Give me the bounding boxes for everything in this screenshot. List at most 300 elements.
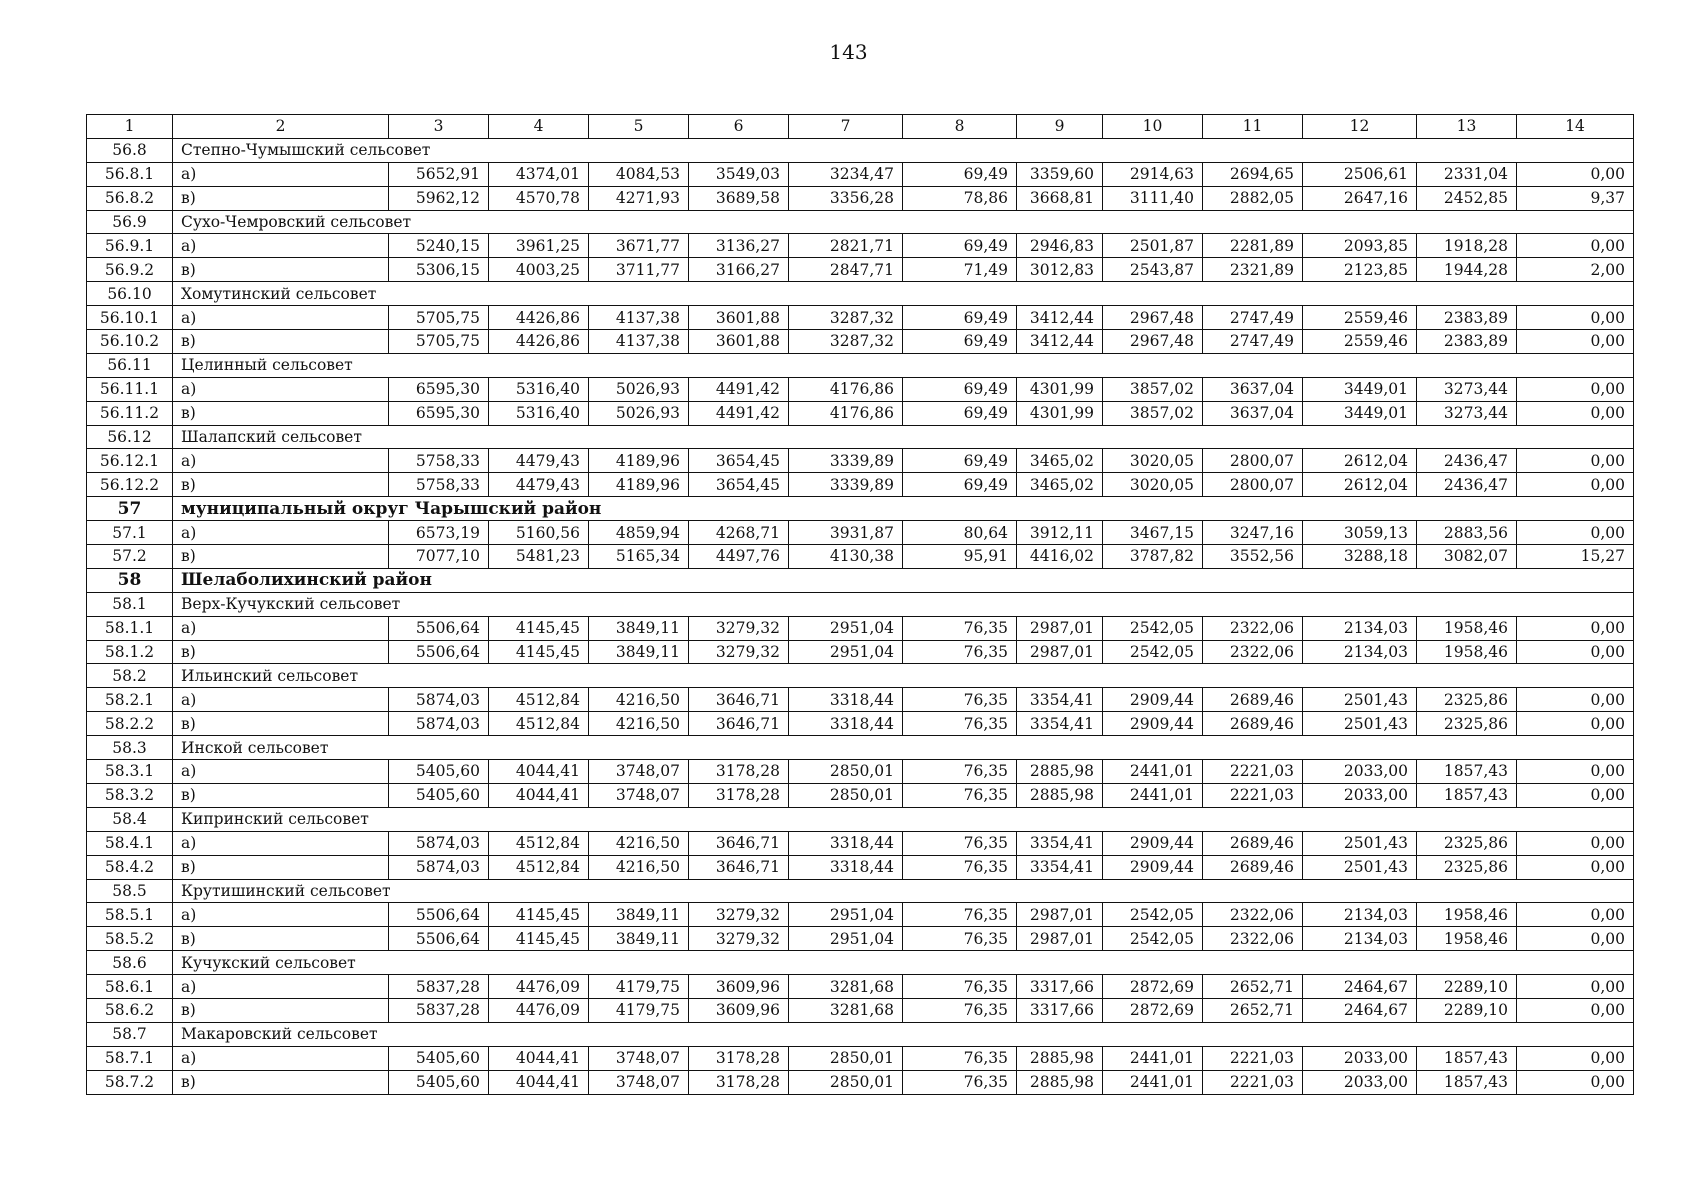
table-row [87,688,1634,712]
value-cell: 2689,46 [1203,712,1303,736]
value-cell: 5165,34 [589,545,689,569]
row-number-cell: 56.11.2 [87,401,173,425]
value-cell: 2850,01 [789,1070,903,1094]
value-cell: 1857,43 [1417,1070,1517,1094]
value-cell: 78,86 [903,186,1017,210]
value-cell: 2872,69 [1103,998,1203,1022]
value-cell: 3178,28 [689,1046,789,1070]
value-cell: 2441,01 [1103,760,1203,784]
table-row [87,473,1634,497]
row-number-cell: 56.10.1 [87,306,173,330]
value-cell: 1958,46 [1417,616,1517,640]
value-cell: 5506,64 [389,927,489,951]
header-cell: 4 [489,115,589,139]
value-cell: 2289,10 [1417,998,1517,1022]
value-cell: 3318,44 [789,831,903,855]
header-cell: 9 [1017,115,1103,139]
value-cell: 2559,46 [1303,306,1417,330]
value-cell: 2909,44 [1103,855,1203,879]
value-cell: 4479,43 [489,449,589,473]
value-cell: 4189,96 [589,473,689,497]
header-cell: 1 [87,115,173,139]
value-cell: 5837,28 [389,998,489,1022]
value-cell: 2221,03 [1203,1070,1303,1094]
value-cell: 2885,98 [1017,1070,1103,1094]
value-cell: 80,64 [903,521,1017,545]
settlement-name: Верх-Кучукский сельсовет [173,592,1634,616]
value-cell: 1857,43 [1417,783,1517,807]
value-cell: 4084,53 [589,162,689,186]
value-cell: 4426,86 [489,306,589,330]
row-label-cell: в) [173,186,389,210]
value-cell: 3317,66 [1017,998,1103,1022]
value-cell: 3849,11 [589,616,689,640]
value-cell: 2987,01 [1017,640,1103,664]
value-cell: 4044,41 [489,1046,589,1070]
value-cell: 3082,07 [1417,545,1517,569]
value-cell: 2850,01 [789,783,903,807]
row-number-cell: 56.10 [87,282,173,306]
value-cell: 2847,71 [789,258,903,282]
settlement-heading-row [87,736,1634,760]
value-cell: 3279,32 [689,903,789,927]
row-label-cell: в) [173,1070,389,1094]
row-label-cell: а) [173,377,389,401]
row-label-cell: в) [173,330,389,354]
table-row [87,903,1634,927]
settlement-name: Макаровский сельсовет [173,1022,1634,1046]
value-cell: 5506,64 [389,903,489,927]
table-row [87,401,1634,425]
value-cell: 4512,84 [489,712,589,736]
value-cell: 3178,28 [689,1070,789,1094]
row-label-cell: а) [173,616,389,640]
value-cell: 2689,46 [1203,831,1303,855]
value-cell: 2909,44 [1103,831,1203,855]
row-label-cell: в) [173,545,389,569]
value-cell: 3849,11 [589,903,689,927]
value-cell: 2689,46 [1203,855,1303,879]
value-cell: 2464,67 [1303,998,1417,1022]
value-cell: 76,35 [903,640,1017,664]
row-number-cell: 58.6 [87,951,173,975]
value-cell: 76,35 [903,998,1017,1022]
settlement-heading-row [87,353,1634,377]
settlement-heading-row [87,138,1634,162]
value-cell: 3273,44 [1417,377,1517,401]
value-cell: 2134,03 [1303,640,1417,664]
value-cell: 2987,01 [1017,616,1103,640]
row-number-cell: 58.4 [87,807,173,831]
row-label-cell: в) [173,783,389,807]
value-cell: 2501,43 [1303,855,1417,879]
value-cell: 5705,75 [389,306,489,330]
value-cell: 3857,02 [1103,401,1203,425]
value-cell: 2093,85 [1303,234,1417,258]
value-cell: 69,49 [903,306,1017,330]
value-cell: 4512,84 [489,855,589,879]
value-cell: 2452,85 [1417,186,1517,210]
value-cell: 4044,41 [489,1070,589,1094]
value-cell: 3279,32 [689,640,789,664]
value-cell: 4145,45 [489,616,589,640]
settlement-heading-row [87,1022,1634,1046]
value-cell: 0,00 [1517,449,1634,473]
settlement-name: Сухо-Чемровский сельсовет [173,210,1634,234]
header-cell: 13 [1417,115,1517,139]
table-row [87,162,1634,186]
value-cell: 4491,42 [689,377,789,401]
value-cell: 3711,77 [589,258,689,282]
value-cell: 2281,89 [1203,234,1303,258]
value-cell: 3412,44 [1017,330,1103,354]
header-cell: 8 [903,115,1017,139]
settlement-heading-row [87,664,1634,688]
value-cell: 2951,04 [789,616,903,640]
value-cell: 2501,43 [1303,712,1417,736]
value-cell: 76,35 [903,783,1017,807]
value-cell: 0,00 [1517,330,1634,354]
settlement-name: Кипринский сельсовет [173,807,1634,831]
value-cell: 5316,40 [489,401,589,425]
table-row [87,306,1634,330]
value-cell: 0,00 [1517,688,1634,712]
value-cell: 2441,01 [1103,783,1203,807]
value-cell: 3671,77 [589,234,689,258]
value-cell: 4145,45 [489,927,589,951]
value-cell: 3601,88 [689,306,789,330]
value-cell: 2325,86 [1417,855,1517,879]
value-cell: 2033,00 [1303,1046,1417,1070]
value-cell: 4301,99 [1017,401,1103,425]
value-cell: 2951,04 [789,640,903,664]
row-number-cell: 56.12.1 [87,449,173,473]
value-cell: 69,49 [903,162,1017,186]
value-cell: 76,35 [903,616,1017,640]
value-cell: 76,35 [903,1046,1017,1070]
value-cell: 4003,25 [489,258,589,282]
value-cell: 69,49 [903,473,1017,497]
value-cell: 0,00 [1517,712,1634,736]
row-number-cell: 58.3.2 [87,783,173,807]
value-cell: 76,35 [903,927,1017,951]
value-cell: 2542,05 [1103,640,1203,664]
value-cell: 3849,11 [589,640,689,664]
settlement-name: Инской сельсовет [173,736,1634,760]
value-cell: 0,00 [1517,831,1634,855]
value-cell: 2946,83 [1017,234,1103,258]
row-number-cell: 56.11 [87,353,173,377]
value-cell: 3281,68 [789,975,903,999]
value-cell: 2033,00 [1303,783,1417,807]
value-cell: 3637,04 [1203,401,1303,425]
value-cell: 2501,43 [1303,688,1417,712]
value-cell: 3273,44 [1417,401,1517,425]
row-label-cell: в) [173,401,389,425]
value-cell: 3654,45 [689,473,789,497]
value-cell: 5160,56 [489,521,589,545]
value-cell: 4426,86 [489,330,589,354]
district-heading-row [87,568,1634,592]
value-cell: 0,00 [1517,1046,1634,1070]
row-number-cell: 58.4.1 [87,831,173,855]
value-cell: 3646,71 [689,831,789,855]
value-cell: 0,00 [1517,234,1634,258]
row-label-cell: в) [173,712,389,736]
row-number-cell: 58.3 [87,736,173,760]
value-cell: 0,00 [1517,783,1634,807]
row-number-cell: 56.11.1 [87,377,173,401]
table-row [87,330,1634,354]
value-cell: 2647,16 [1303,186,1417,210]
value-cell: 4044,41 [489,783,589,807]
row-number-cell: 56.12.2 [87,473,173,497]
value-cell: 3961,25 [489,234,589,258]
header-cell: 10 [1103,115,1203,139]
value-cell: 3449,01 [1303,377,1417,401]
value-cell: 5405,60 [389,783,489,807]
district-heading-row [87,497,1634,521]
value-cell: 5705,75 [389,330,489,354]
value-cell: 4130,38 [789,545,903,569]
row-number-cell: 58.7.2 [87,1070,173,1094]
value-cell: 2501,43 [1303,831,1417,855]
value-cell: 4137,38 [589,330,689,354]
row-label-cell: а) [173,449,389,473]
value-cell: 2321,89 [1203,258,1303,282]
value-cell: 3689,58 [689,186,789,210]
value-cell: 5874,03 [389,688,489,712]
value-cell: 3465,02 [1017,473,1103,497]
value-cell: 5405,60 [389,760,489,784]
value-cell: 3279,32 [689,927,789,951]
row-number-cell: 56.8.1 [87,162,173,186]
value-cell: 4301,99 [1017,377,1103,401]
row-number-cell: 58.4.2 [87,855,173,879]
value-cell: 3609,96 [689,998,789,1022]
value-cell: 6573,19 [389,521,489,545]
value-cell: 2967,48 [1103,306,1203,330]
header-cell: 5 [589,115,689,139]
value-cell: 3465,02 [1017,449,1103,473]
value-cell: 3354,41 [1017,688,1103,712]
value-cell: 2322,06 [1203,927,1303,951]
value-cell: 0,00 [1517,975,1634,999]
value-cell: 2221,03 [1203,783,1303,807]
value-cell: 1958,46 [1417,640,1517,664]
value-cell: 2543,87 [1103,258,1203,282]
row-label-cell: а) [173,688,389,712]
value-cell: 4145,45 [489,640,589,664]
value-cell: 3317,66 [1017,975,1103,999]
value-cell: 2464,67 [1303,975,1417,999]
value-cell: 3857,02 [1103,377,1203,401]
row-number-cell: 58.5.1 [87,903,173,927]
header-cell: 12 [1303,115,1417,139]
value-cell: 4216,50 [589,688,689,712]
value-cell: 0,00 [1517,616,1634,640]
row-number-cell: 58.5 [87,879,173,903]
settlement-heading-row [87,592,1634,616]
value-cell: 3748,07 [589,760,689,784]
value-cell: 2821,71 [789,234,903,258]
table-row [87,377,1634,401]
value-cell: 3318,44 [789,855,903,879]
row-number-cell: 56.9.1 [87,234,173,258]
row-number-cell: 58 [87,568,173,592]
value-cell: 0,00 [1517,521,1634,545]
value-cell: 2325,86 [1417,831,1517,855]
value-cell: 3178,28 [689,760,789,784]
value-cell: 4497,76 [689,545,789,569]
value-cell: 2967,48 [1103,330,1203,354]
table-row [87,855,1634,879]
value-cell: 2383,89 [1417,330,1517,354]
value-cell: 2221,03 [1203,1046,1303,1070]
settlement-heading-row [87,282,1634,306]
table-row [87,258,1634,282]
value-cell: 3609,96 [689,975,789,999]
value-cell: 0,00 [1517,760,1634,784]
value-cell: 4512,84 [489,831,589,855]
value-cell: 4145,45 [489,903,589,927]
value-cell: 76,35 [903,903,1017,927]
district-name: муниципальный округ Чарышский район [173,497,1634,521]
value-cell: 3354,41 [1017,831,1103,855]
value-cell: 69,49 [903,330,1017,354]
row-number-cell: 58.2.1 [87,688,173,712]
value-cell: 4476,09 [489,975,589,999]
value-cell: 3668,81 [1017,186,1103,210]
value-cell: 69,49 [903,377,1017,401]
settlement-heading-row [87,879,1634,903]
row-number-cell: 57.2 [87,545,173,569]
row-label-cell: а) [173,234,389,258]
tariff-table [86,114,1634,1095]
settlement-name: Крутишинский сельсовет [173,879,1634,903]
value-cell: 4416,02 [1017,545,1103,569]
header-cell: 14 [1517,115,1634,139]
table-row [87,640,1634,664]
value-cell: 0,00 [1517,640,1634,664]
value-cell: 3339,89 [789,473,903,497]
row-number-cell: 56.9.2 [87,258,173,282]
header-cell: 7 [789,115,903,139]
value-cell: 3354,41 [1017,712,1103,736]
value-cell: 2800,07 [1203,449,1303,473]
value-cell: 0,00 [1517,473,1634,497]
value-cell: 3637,04 [1203,377,1303,401]
value-cell: 4476,09 [489,998,589,1022]
value-cell: 76,35 [903,712,1017,736]
row-label-cell: а) [173,521,389,545]
value-cell: 4216,50 [589,712,689,736]
value-cell: 76,35 [903,1070,1017,1094]
value-cell: 3178,28 [689,783,789,807]
value-cell: 15,27 [1517,545,1634,569]
value-cell: 76,35 [903,688,1017,712]
value-cell: 3654,45 [689,449,789,473]
value-cell: 3549,03 [689,162,789,186]
table-row [87,927,1634,951]
table-row [87,521,1634,545]
value-cell: 2289,10 [1417,975,1517,999]
table-row [87,234,1634,258]
row-label-cell: а) [173,903,389,927]
value-cell: 2436,47 [1417,473,1517,497]
value-cell: 71,49 [903,258,1017,282]
value-cell: 1958,46 [1417,903,1517,927]
value-cell: 3281,68 [789,998,903,1022]
value-cell: 5506,64 [389,616,489,640]
value-cell: 3646,71 [689,712,789,736]
value-cell: 3646,71 [689,855,789,879]
value-cell: 2542,05 [1103,616,1203,640]
value-cell: 3339,89 [789,449,903,473]
row-number-cell: 57 [87,497,173,521]
value-cell: 2033,00 [1303,1070,1417,1094]
row-label-cell: а) [173,831,389,855]
value-cell: 69,49 [903,449,1017,473]
value-cell: 5837,28 [389,975,489,999]
value-cell: 76,35 [903,760,1017,784]
value-cell: 3849,11 [589,927,689,951]
value-cell: 5962,12 [389,186,489,210]
value-cell: 2436,47 [1417,449,1517,473]
value-cell: 4137,38 [589,306,689,330]
row-label-cell: а) [173,760,389,784]
row-number-cell: 58.5.2 [87,927,173,951]
value-cell: 4512,84 [489,688,589,712]
header-cell: 11 [1203,115,1303,139]
value-cell: 0,00 [1517,927,1634,951]
value-cell: 76,35 [903,855,1017,879]
row-label-cell: а) [173,975,389,999]
value-cell: 2441,01 [1103,1070,1203,1094]
value-cell: 3020,05 [1103,449,1203,473]
value-cell: 3787,82 [1103,545,1203,569]
value-cell: 3318,44 [789,688,903,712]
settlement-heading-row [87,425,1634,449]
row-label-cell: в) [173,855,389,879]
value-cell: 2885,98 [1017,1046,1103,1070]
value-cell: 2542,05 [1103,927,1203,951]
value-cell: 0,00 [1517,855,1634,879]
value-cell: 2694,65 [1203,162,1303,186]
value-cell: 6595,30 [389,377,489,401]
row-number-cell: 58.7 [87,1022,173,1046]
value-cell: 5026,93 [589,377,689,401]
row-number-cell: 58.2 [87,664,173,688]
value-cell: 2987,01 [1017,927,1103,951]
value-cell: 3356,28 [789,186,903,210]
value-cell: 0,00 [1517,998,1634,1022]
value-cell: 3111,40 [1103,186,1203,210]
value-cell: 5316,40 [489,377,589,401]
value-cell: 3748,07 [589,783,689,807]
value-cell: 3467,15 [1103,521,1203,545]
settlement-heading-row [87,951,1634,975]
table-row [87,545,1634,569]
value-cell: 76,35 [903,831,1017,855]
value-cell: 4179,75 [589,975,689,999]
table-row [87,1046,1634,1070]
value-cell: 2850,01 [789,1046,903,1070]
value-cell: 2652,71 [1203,975,1303,999]
value-cell: 3552,56 [1203,545,1303,569]
value-cell: 5306,15 [389,258,489,282]
value-cell: 2882,05 [1203,186,1303,210]
